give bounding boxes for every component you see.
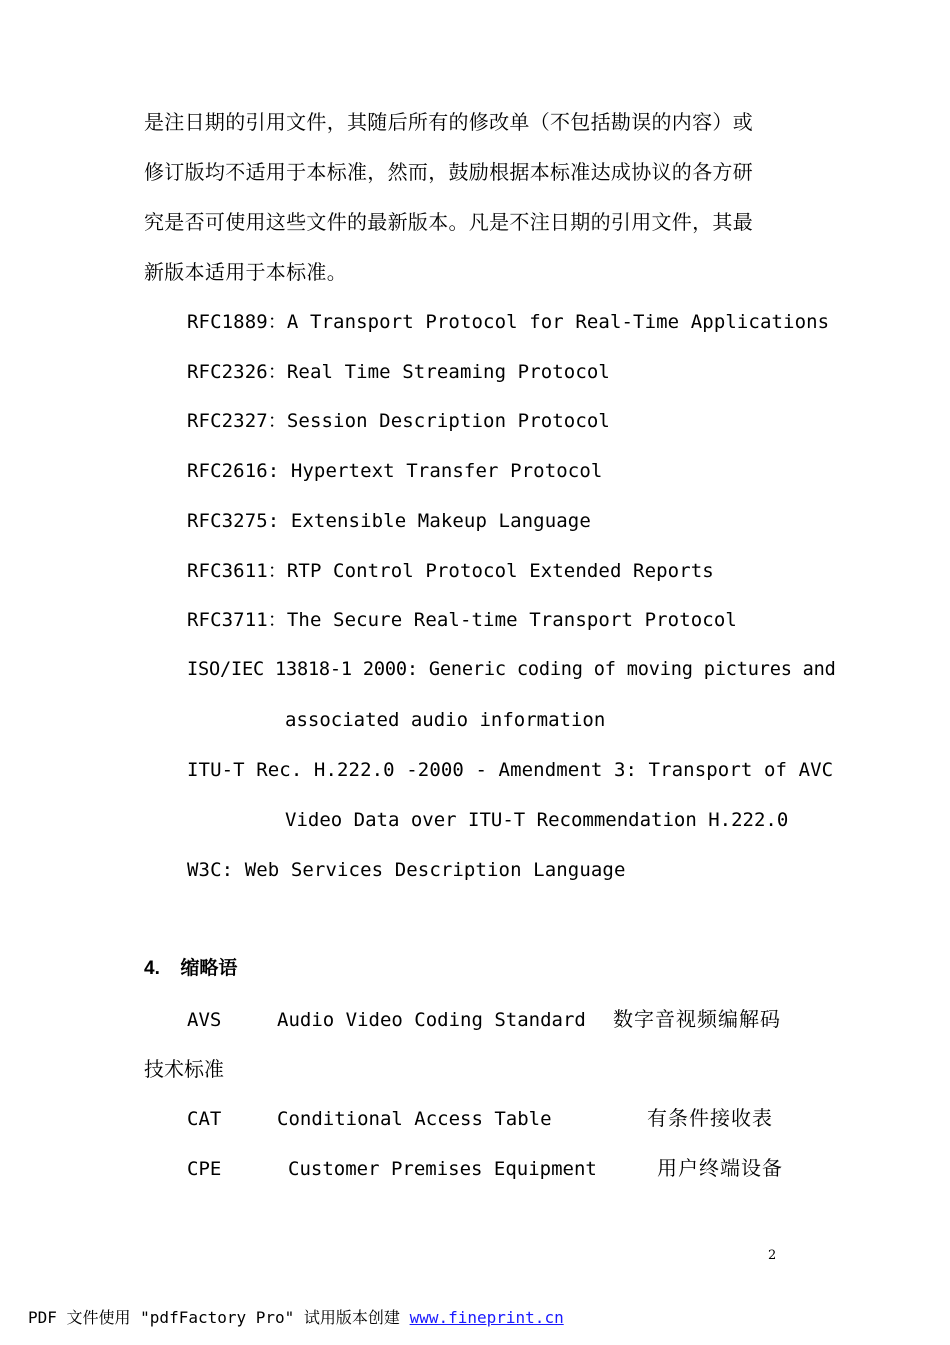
section-number: 4. [144,958,160,979]
abbreviation-term: AVS [187,1009,222,1031]
reference-rfc3711: RFC3711：The Secure Real-time Transport Protocol [187,609,737,631]
abbreviation-chinese: 有条件接收表 [647,1106,773,1130]
abbreviation-term: CAT [187,1108,222,1130]
body-paragraph-line-3: 究是否可使用这些文件的最新版本。凡是不注日期的引用文件，其最 [144,210,753,234]
pdf-footer-text: PDF 文件使用 "pdfFactory Pro" 试用版本创建 [28,1308,400,1327]
reference-rfc2327: RFC2327：Session Description Protocol [187,410,610,432]
reference-w3c-wsdl: W3C: Web Services Description Language [187,859,626,881]
section-title: 缩略语 [180,958,238,979]
page-number: 2 [768,1248,777,1263]
reference-rfc3611: RFC3611：RTP Control Protocol Extended Reports [187,560,714,582]
pdf-footer [28,1307,564,1329]
pdf-footer-link[interactable]: www.fineprint.cn [409,1308,564,1327]
section-heading [144,957,237,981]
reference-iso-iec-13818: ISO/IEC 13818-1 2000: Generic coding of moving pictures and [187,659,836,680]
reference-rfc3275: RFC3275: Extensible Makeup Language [187,510,591,532]
abbreviation-chinese: 数字音视频编解码 [613,1007,781,1031]
reference-iso-iec-13818-continued: associated audio information [285,709,606,731]
body-paragraph-line-2: 修订版均不适用于本标准，然而，鼓励根据本标准达成协议的各方研 [144,160,753,184]
body-paragraph-line-1: 是注日期的引用文件，其随后所有的修改单（不包括勘误的内容）或 [144,110,753,134]
reference-rfc2616: RFC2616: Hypertext Transfer Protocol [187,460,603,482]
abbreviation-english: Audio Video Coding Standard [277,1009,586,1031]
reference-rfc1889: RFC1889：A Transport Protocol for Real-Time Applications [187,311,830,333]
abbreviation-english: Customer Premises Equipment [288,1158,597,1180]
reference-itu-t-h222: ITU-T Rec. H.222.0 -2000 - Amendment 3: Transport of AVC [187,759,834,781]
reference-itu-t-h222-continued: Video Data over ITU-T Recommendation H.222.0 [285,809,789,831]
reference-rfc2326: RFC2326：Real Time Streaming Protocol [187,361,610,383]
abbreviation-chinese: 用户终端设备 [657,1156,783,1180]
body-paragraph-line-4: 新版本适用于本标准。 [144,260,347,284]
abbreviation-term: CPE [187,1158,222,1180]
abbreviation-chinese-continued: 技术标准 [144,1057,224,1081]
abbreviation-english: Conditional Access Table [277,1108,552,1130]
